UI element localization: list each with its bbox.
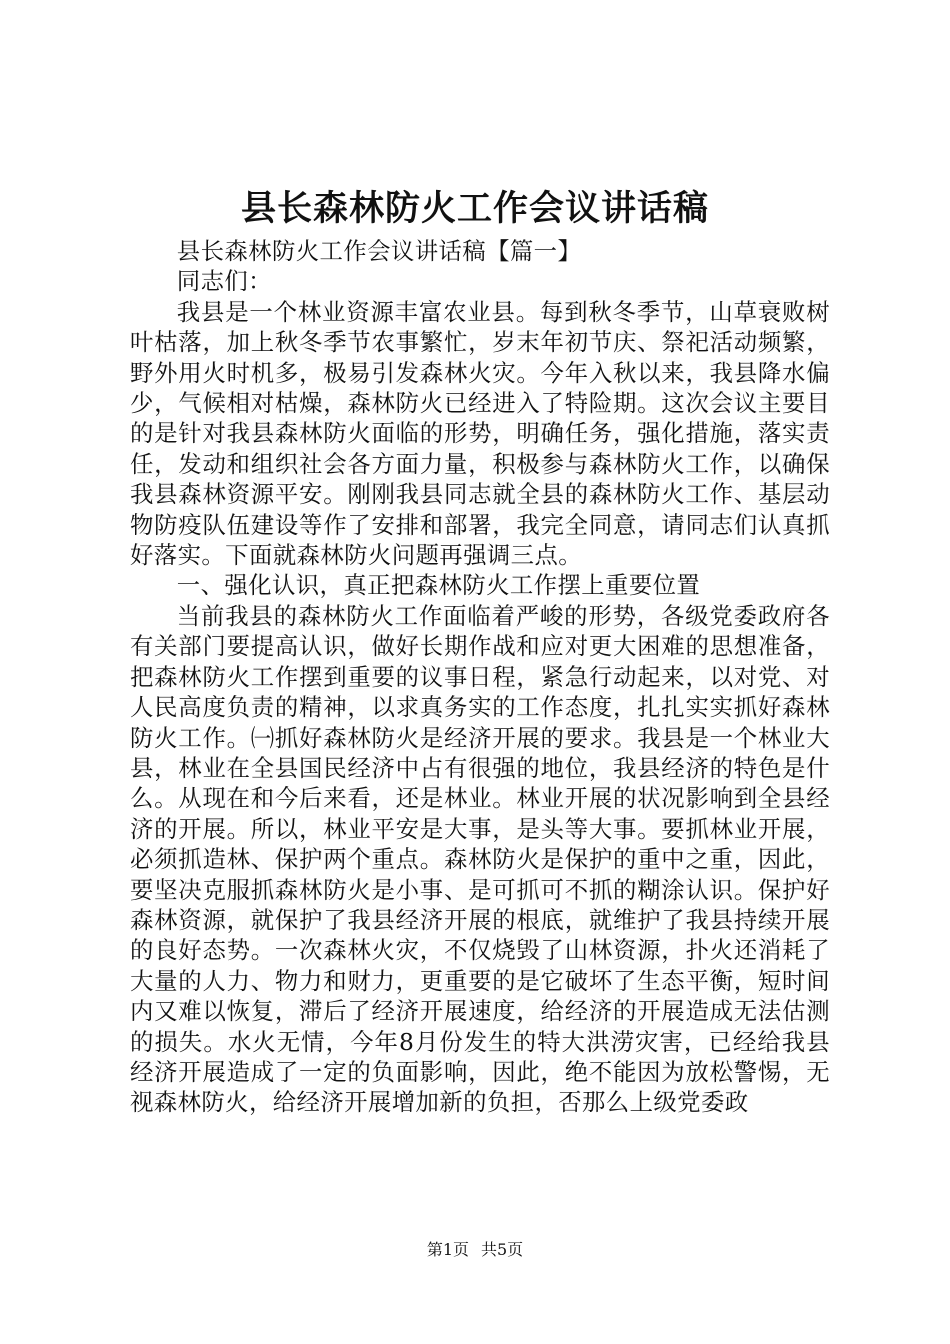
salutation-paragraph: 同志们： — [176, 267, 272, 296]
body-paragraph: 我县是一个林业资源丰富农业县。每到秋冬季节，山草衰败树叶枯落，加上秋冬季节农事繁忙，岁末年初节庆、祭祀活动频繁，野外用火时机多，极易引发森林火灾。今年入秋以来，我县降水偏少，气候相对枯燥，森林防火已经进入了特险期。这次会议主要目的是针对我县森林防火面临的形势，明确任务，强化措施，落实责任，发动和组织社会各方面力量，积极参与森林防火工作，以确保我县森林资源平安。刚刚我县同志就全县的森林防火工作、基层动物防疫队伍建设等作了安排和部署，我完全同意，请同志们认真抓好落实。下面就森林防火问题再强调三点。 — [130, 297, 830, 570]
body-paragraph: 当前我县的森林防火工作面临着严峻的形势，各级党委政府各有关部门要提高认识，做好长期作战和应对更大困难的思想准备，把森林防火工作摆到重要的议事日程，紧急行动起来，以对党、对人民高度负责的精神，以求真务实的工作态度，扎扎实实抓好森林防火工作。㈠抓好森林防火是经济开展的要求。我县是一个林业大县，林业在全县国民经济中占有很强的地位，我县经济的特色是什么。从现在和今后来看，还是林业。林业开展的状况影响到全县经济的开展。所以，林业平安是大事，是头等大事。要抓林业开展，必须抓造林、保护两个重点。森林防火是保护的重中之重，因此，要坚决克服抓森林防火是小事、是可抓可不抓的糊涂认识。保护好森林资源，就保护了我县经济开展的根底，就维护了我县持续开展的良好态势。一次森林火灾，不仅烧毁了山林资源，扑火还消耗了大量的人力、物力和财力，更重要的是它破坏了生态平衡，短时间内又难以恢复，滞后了经济开展速度，给经济的开展造成无法估测的损失。水火无情，今年8月份发生的特大洪涝灾害，已经给我县经济开展造成了一定的负面影响，因此，绝不能因为放松警惕，无视森林防火，给经济开展增加新的负担，否那么上级党委政 — [130, 601, 830, 1117]
document-body — [130, 236, 830, 1118]
page-footer — [0, 1239, 950, 1261]
page-number: 第1页 — [426, 1240, 469, 1259]
section-heading: 一、强化认识，真正把森林防火工作摆上重要位置 — [176, 571, 701, 600]
subtitle-paragraph: 县长森林防火工作会议讲话稿【篇一】 — [176, 237, 582, 265]
page-total: 共5页 — [481, 1240, 524, 1259]
document-title: 县长森林防火工作会议讲话稿 — [240, 188, 709, 229]
